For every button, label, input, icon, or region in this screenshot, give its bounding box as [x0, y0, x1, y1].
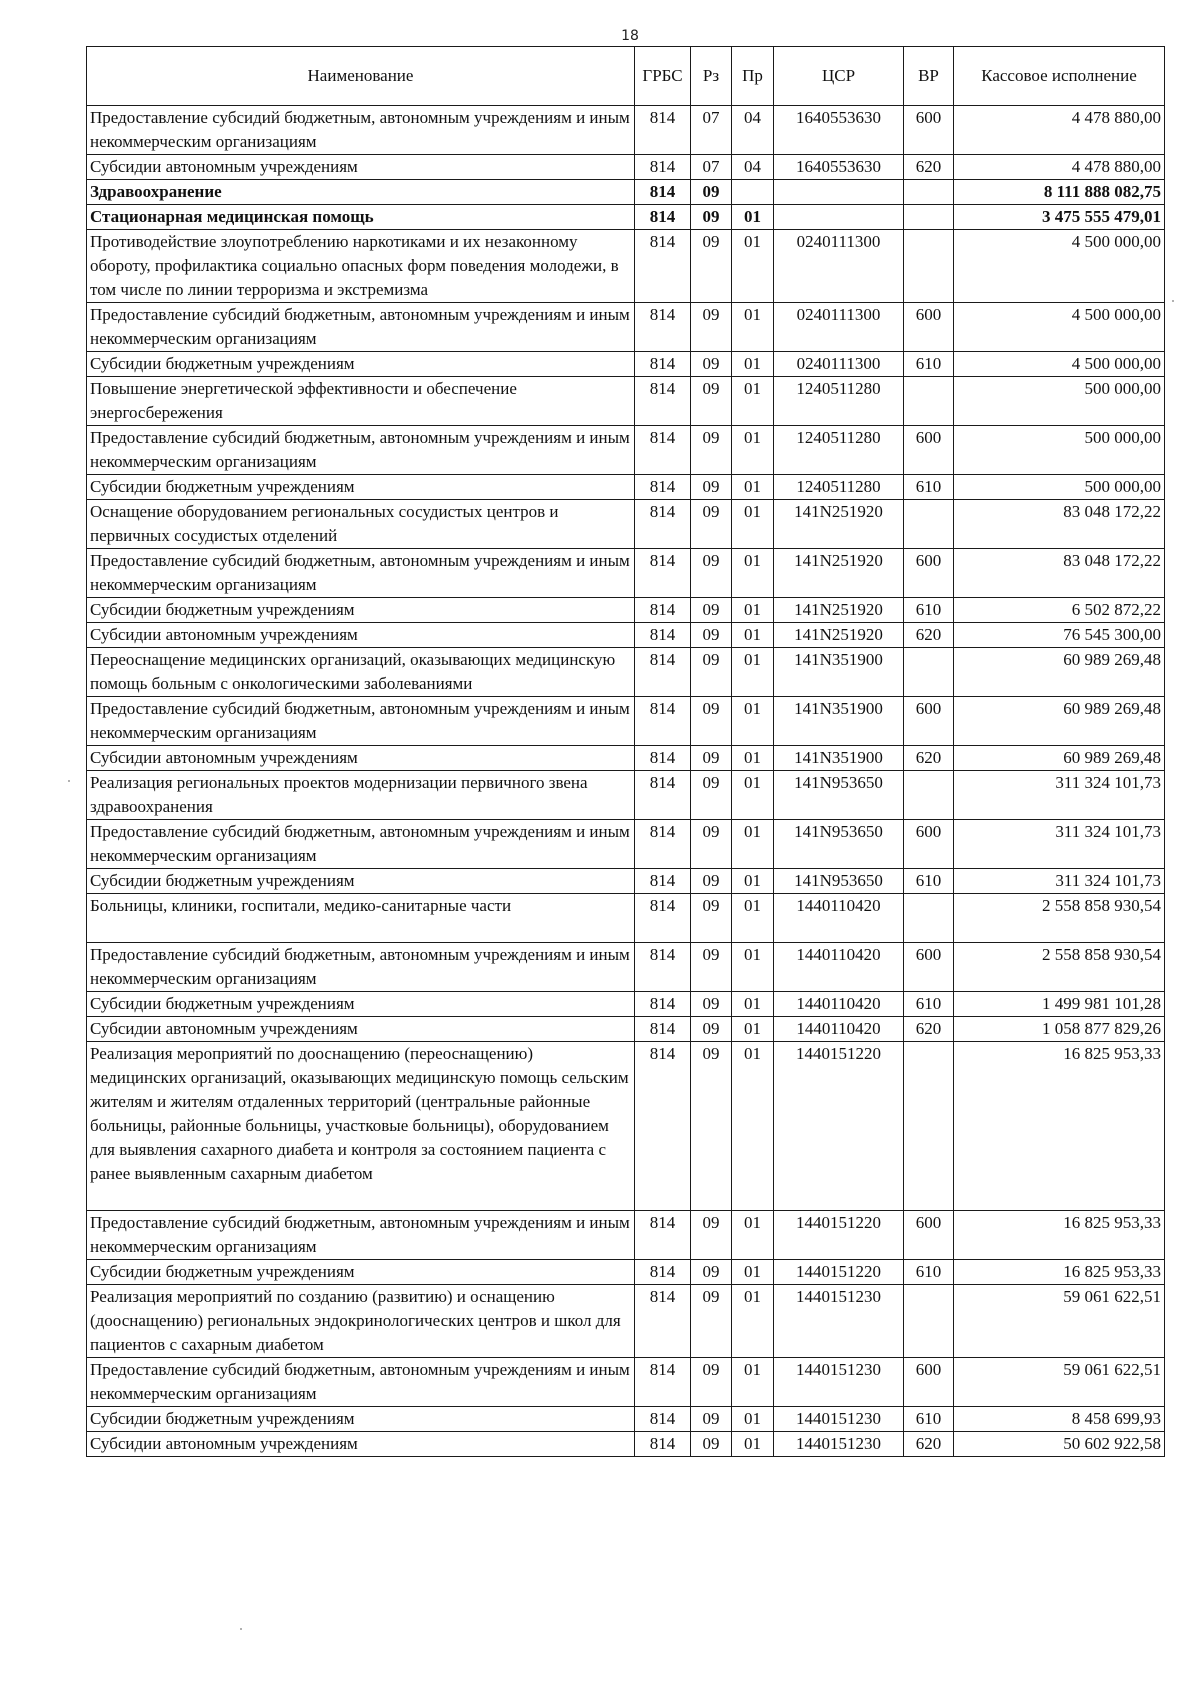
cell-grbs: 814: [635, 1407, 691, 1432]
cell-amount: 2 558 858 930,54: [954, 943, 1165, 992]
cell-grbs: 814: [635, 1260, 691, 1285]
cell-csr: 1440110420: [774, 992, 904, 1017]
cell-csr: 1440110420: [774, 894, 904, 943]
cell-amount: 83 048 172,22: [954, 549, 1165, 598]
cell-amount: 500 000,00: [954, 426, 1165, 475]
cell-csr: 141N953650: [774, 869, 904, 894]
scan-speck: [240, 1628, 242, 1630]
cell-grbs: 814: [635, 180, 691, 205]
cell-name: Реализация мероприятий по дооснащению (переоснащению) медицинских организаций, оказывающих медицинскую помощь сельским жителям и жителям отдаленных территорий (центральные районные больницы, районные больницы, участковые больницы), оборудованием для выявления сахарного диабета и контроля за состоянием пациента с ранее выявленным сахарным диабетом: [87, 1042, 635, 1211]
header-name: Наименование: [87, 47, 635, 106]
cell-rz: 09: [691, 180, 732, 205]
cell-vr: 600: [904, 106, 954, 155]
cell-pr: [732, 180, 774, 205]
cell-csr: 1440151230: [774, 1407, 904, 1432]
cell-grbs: 814: [635, 549, 691, 598]
table-body: [87, 106, 1165, 1457]
table-row: [87, 155, 1165, 180]
cell-amount: 60 989 269,48: [954, 648, 1165, 697]
table-row: [87, 943, 1165, 992]
cell-grbs: 814: [635, 894, 691, 943]
cell-vr: 620: [904, 1017, 954, 1042]
table-row: [87, 598, 1165, 623]
cell-grbs: 814: [635, 230, 691, 303]
table-row: [87, 475, 1165, 500]
cell-pr: 01: [732, 746, 774, 771]
cell-csr: 141N251920: [774, 549, 904, 598]
cell-pr: 01: [732, 1358, 774, 1407]
header-amount: Кассовое исполнение: [954, 47, 1165, 106]
cell-csr: 1440110420: [774, 1017, 904, 1042]
cell-rz: 09: [691, 1042, 732, 1211]
cell-csr: 0240111300: [774, 352, 904, 377]
cell-csr: 0240111300: [774, 230, 904, 303]
cell-amount: 4 478 880,00: [954, 106, 1165, 155]
cell-pr: 01: [732, 1285, 774, 1358]
cell-rz: 07: [691, 155, 732, 180]
cell-name: Предоставление субсидий бюджетным, автономным учреждениям и иным некоммерческим организациям: [87, 106, 635, 155]
table-row: [87, 500, 1165, 549]
cell-name: Субсидии автономным учреждениям: [87, 1017, 635, 1042]
cell-amount: 59 061 622,51: [954, 1285, 1165, 1358]
cell-pr: 01: [732, 1042, 774, 1211]
cell-csr: 1240511280: [774, 475, 904, 500]
cell-name: Противодействие злоупотреблению наркотиками и их незаконному обороту, профилактика социально опасных форм поведения молодежи, в том числе по линии терроризма и экстремизма: [87, 230, 635, 303]
table-row: [87, 180, 1165, 205]
cell-amount: 4 500 000,00: [954, 303, 1165, 352]
cell-name: Субсидии автономным учреждениям: [87, 155, 635, 180]
cell-rz: 09: [691, 1407, 732, 1432]
cell-grbs: 814: [635, 155, 691, 180]
cell-csr: 0240111300: [774, 303, 904, 352]
cell-amount: 60 989 269,48: [954, 746, 1165, 771]
cell-name: Предоставление субсидий бюджетным, автономным учреждениям и иным некоммерческим организациям: [87, 1358, 635, 1407]
cell-vr: [904, 894, 954, 943]
cell-amount: 4 500 000,00: [954, 230, 1165, 303]
cell-pr: 01: [732, 943, 774, 992]
table-row: [87, 426, 1165, 475]
cell-amount: 4 500 000,00: [954, 352, 1165, 377]
table-row: [87, 1407, 1165, 1432]
cell-grbs: 814: [635, 943, 691, 992]
cell-pr: 01: [732, 648, 774, 697]
cell-vr: [904, 648, 954, 697]
cell-amount: 83 048 172,22: [954, 500, 1165, 549]
cell-pr: 01: [732, 598, 774, 623]
cell-pr: 01: [732, 377, 774, 426]
cell-pr: 01: [732, 894, 774, 943]
cell-pr: 01: [732, 205, 774, 230]
table-row: [87, 303, 1165, 352]
cell-rz: 07: [691, 106, 732, 155]
cell-rz: 09: [691, 820, 732, 869]
cell-amount: 50 602 922,58: [954, 1432, 1165, 1457]
table-row: [87, 352, 1165, 377]
header-vr: ВР: [904, 47, 954, 106]
cell-csr: [774, 180, 904, 205]
cell-name: Предоставление субсидий бюджетным, автономным учреждениям и иным некоммерческим организациям: [87, 303, 635, 352]
cell-name: Реализация мероприятий по созданию (развитию) и оснащению (дооснащению) региональных эндокринологических центров и школ для пациентов с сахарным диабетом: [87, 1285, 635, 1358]
cell-csr: 141N251920: [774, 623, 904, 648]
cell-csr: 1440151230: [774, 1432, 904, 1457]
cell-name: Предоставление субсидий бюджетным, автономным учреждениям и иным некоммерческим организациям: [87, 549, 635, 598]
table-row: [87, 377, 1165, 426]
cell-csr: 141N953650: [774, 820, 904, 869]
cell-csr: 1240511280: [774, 377, 904, 426]
cell-pr: 01: [732, 697, 774, 746]
cell-csr: 1440110420: [774, 943, 904, 992]
cell-name: Субсидии бюджетным учреждениям: [87, 869, 635, 894]
cell-name: Субсидии бюджетным учреждениям: [87, 475, 635, 500]
table-row: [87, 1285, 1165, 1358]
cell-name: Стационарная медицинская помощь: [87, 205, 635, 230]
cell-csr: 141N351900: [774, 648, 904, 697]
cell-pr: 01: [732, 475, 774, 500]
cell-name: Предоставление субсидий бюджетным, автономным учреждениям и иным некоммерческим организациям: [87, 820, 635, 869]
cell-rz: 09: [691, 352, 732, 377]
cell-name: Предоставление субсидий бюджетным, автономным учреждениям и иным некоммерческим организациям: [87, 426, 635, 475]
cell-pr: 01: [732, 1260, 774, 1285]
cell-vr: [904, 377, 954, 426]
table-row: [87, 894, 1165, 943]
cell-name: Оснащение оборудованием региональных сосудистых центров и первичных сосудистых отделений: [87, 500, 635, 549]
header-pr: Пр: [732, 47, 774, 106]
cell-amount: 8 458 699,93: [954, 1407, 1165, 1432]
cell-amount: 16 825 953,33: [954, 1211, 1165, 1260]
cell-grbs: 814: [635, 820, 691, 869]
cell-pr: 01: [732, 623, 774, 648]
cell-vr: 600: [904, 1211, 954, 1260]
table-row: [87, 1358, 1165, 1407]
cell-pr: 01: [732, 1432, 774, 1457]
cell-vr: 610: [904, 1260, 954, 1285]
cell-csr: 1640553630: [774, 106, 904, 155]
cell-pr: 01: [732, 992, 774, 1017]
cell-rz: 09: [691, 648, 732, 697]
cell-amount: 2 558 858 930,54: [954, 894, 1165, 943]
cell-amount: 8 111 888 082,75: [954, 180, 1165, 205]
cell-grbs: 814: [635, 598, 691, 623]
cell-rz: 09: [691, 697, 732, 746]
cell-csr: 141N953650: [774, 771, 904, 820]
table-row: [87, 869, 1165, 894]
cell-vr: 620: [904, 1432, 954, 1457]
cell-name: Субсидии бюджетным учреждениям: [87, 1260, 635, 1285]
cell-vr: 600: [904, 1358, 954, 1407]
table-row: [87, 205, 1165, 230]
cell-grbs: 814: [635, 106, 691, 155]
cell-amount: 76 545 300,00: [954, 623, 1165, 648]
table-row: [87, 1017, 1165, 1042]
cell-pr: 01: [732, 820, 774, 869]
cell-name: Предоставление субсидий бюджетным, автономным учреждениям и иным некоммерческим организациям: [87, 1211, 635, 1260]
cell-amount: 311 324 101,73: [954, 820, 1165, 869]
cell-csr: 1440151220: [774, 1260, 904, 1285]
cell-vr: [904, 180, 954, 205]
cell-amount: 500 000,00: [954, 377, 1165, 426]
cell-rz: 09: [691, 500, 732, 549]
cell-pr: 04: [732, 106, 774, 155]
cell-vr: 600: [904, 549, 954, 598]
table-row: [87, 1260, 1165, 1285]
cell-rz: 09: [691, 894, 732, 943]
cell-vr: 600: [904, 697, 954, 746]
cell-vr: 610: [904, 598, 954, 623]
cell-vr: 610: [904, 1407, 954, 1432]
cell-name: Больницы, клиники, госпитали, медико-санитарные части: [87, 894, 635, 943]
cell-amount: 6 502 872,22: [954, 598, 1165, 623]
cell-name: Здравоохранение: [87, 180, 635, 205]
cell-vr: [904, 500, 954, 549]
cell-grbs: 814: [635, 1211, 691, 1260]
cell-rz: 09: [691, 303, 732, 352]
cell-grbs: 814: [635, 746, 691, 771]
table-row: [87, 820, 1165, 869]
cell-csr: 1440151230: [774, 1358, 904, 1407]
table-row: [87, 106, 1165, 155]
cell-grbs: 814: [635, 426, 691, 475]
cell-pr: 01: [732, 303, 774, 352]
cell-grbs: 814: [635, 992, 691, 1017]
table-row: [87, 746, 1165, 771]
cell-amount: 4 478 880,00: [954, 155, 1165, 180]
cell-rz: 09: [691, 598, 732, 623]
cell-rz: 09: [691, 992, 732, 1017]
cell-rz: 09: [691, 1017, 732, 1042]
cell-grbs: 814: [635, 1017, 691, 1042]
cell-amount: 16 825 953,33: [954, 1260, 1165, 1285]
cell-name: Субсидии бюджетным учреждениям: [87, 598, 635, 623]
cell-grbs: 814: [635, 623, 691, 648]
cell-rz: 09: [691, 230, 732, 303]
cell-grbs: 814: [635, 1285, 691, 1358]
cell-grbs: 814: [635, 697, 691, 746]
table-row: [87, 623, 1165, 648]
cell-grbs: 814: [635, 377, 691, 426]
cell-name: Предоставление субсидий бюджетным, автономным учреждениям и иным некоммерческим организациям: [87, 697, 635, 746]
cell-csr: 1440151220: [774, 1211, 904, 1260]
cell-pr: 01: [732, 1407, 774, 1432]
cell-name: Субсидии бюджетным учреждениям: [87, 1407, 635, 1432]
table-row: [87, 1432, 1165, 1457]
cell-amount: 311 324 101,73: [954, 869, 1165, 894]
cell-csr: 141N251920: [774, 500, 904, 549]
cell-rz: 09: [691, 943, 732, 992]
cell-csr: 1240511280: [774, 426, 904, 475]
cell-pr: 01: [732, 869, 774, 894]
cell-grbs: 814: [635, 869, 691, 894]
table-row: [87, 1042, 1165, 1211]
cell-rz: 09: [691, 205, 732, 230]
cell-grbs: 814: [635, 205, 691, 230]
cell-csr: 141N351900: [774, 746, 904, 771]
cell-csr: 1440151220: [774, 1042, 904, 1211]
cell-pr: 01: [732, 426, 774, 475]
cell-rz: 09: [691, 746, 732, 771]
cell-amount: 59 061 622,51: [954, 1358, 1165, 1407]
cell-rz: 09: [691, 1358, 732, 1407]
cell-vr: 600: [904, 426, 954, 475]
cell-vr: 620: [904, 623, 954, 648]
cell-name: Субсидии бюджетным учреждениям: [87, 992, 635, 1017]
cell-rz: 09: [691, 1260, 732, 1285]
cell-grbs: 814: [635, 303, 691, 352]
cell-amount: 1 058 877 829,26: [954, 1017, 1165, 1042]
cell-csr: 141N251920: [774, 598, 904, 623]
header-csr: ЦСР: [774, 47, 904, 106]
cell-name: Субсидии автономным учреждениям: [87, 1432, 635, 1457]
cell-rz: 09: [691, 869, 732, 894]
cell-name: Субсидии автономным учреждениям: [87, 623, 635, 648]
cell-amount: 60 989 269,48: [954, 697, 1165, 746]
cell-grbs: 814: [635, 475, 691, 500]
cell-name: Субсидии автономным учреждениям: [87, 746, 635, 771]
cell-name: Повышение энергетической эффективности и обеспечение энергосбережения: [87, 377, 635, 426]
cell-vr: 610: [904, 475, 954, 500]
cell-grbs: 814: [635, 352, 691, 377]
header-rz: Рз: [691, 47, 732, 106]
cell-vr: [904, 230, 954, 303]
scan-speck: [1172, 300, 1174, 302]
cell-pr: 01: [732, 230, 774, 303]
cell-rz: 09: [691, 1211, 732, 1260]
table-row: [87, 230, 1165, 303]
cell-name: Реализация региональных проектов модернизации первичного звена здравоохранения: [87, 771, 635, 820]
cell-vr: 600: [904, 303, 954, 352]
cell-amount: 311 324 101,73: [954, 771, 1165, 820]
cell-pr: 01: [732, 352, 774, 377]
cell-vr: [904, 771, 954, 820]
cell-csr: 141N351900: [774, 697, 904, 746]
cell-pr: 01: [732, 771, 774, 820]
cell-grbs: 814: [635, 1042, 691, 1211]
cell-pr: 01: [732, 1211, 774, 1260]
cell-vr: 610: [904, 352, 954, 377]
cell-rz: 09: [691, 771, 732, 820]
cell-vr: [904, 205, 954, 230]
cell-rz: 09: [691, 549, 732, 598]
cell-grbs: 814: [635, 771, 691, 820]
cell-grbs: 814: [635, 500, 691, 549]
page-number: 18: [621, 28, 639, 44]
cell-vr: 610: [904, 869, 954, 894]
cell-grbs: 814: [635, 648, 691, 697]
cell-name: Переоснащение медицинских организаций, оказывающих медицинскую помощь больным с онкологическими заболеваниями: [87, 648, 635, 697]
cell-rz: 09: [691, 377, 732, 426]
cell-csr: 1440151230: [774, 1285, 904, 1358]
cell-csr: 1640553630: [774, 155, 904, 180]
cell-pr: 01: [732, 1017, 774, 1042]
cell-name: Предоставление субсидий бюджетным, автономным учреждениям и иным некоммерческим организациям: [87, 943, 635, 992]
cell-amount: 3 475 555 479,01: [954, 205, 1165, 230]
budget-execution-table: [86, 46, 1165, 1457]
cell-amount: 500 000,00: [954, 475, 1165, 500]
cell-pr: 04: [732, 155, 774, 180]
table-row: [87, 549, 1165, 598]
cell-rz: 09: [691, 475, 732, 500]
scan-speck: [68, 780, 70, 782]
cell-vr: 610: [904, 992, 954, 1017]
table-row: [87, 697, 1165, 746]
cell-vr: 600: [904, 820, 954, 869]
header-grbs: ГРБС: [635, 47, 691, 106]
table-row: [87, 1211, 1165, 1260]
cell-grbs: 814: [635, 1358, 691, 1407]
table-header-row: [87, 47, 1165, 106]
cell-name: Субсидии бюджетным учреждениям: [87, 352, 635, 377]
cell-vr: 620: [904, 155, 954, 180]
cell-rz: 09: [691, 1432, 732, 1457]
cell-csr: [774, 205, 904, 230]
cell-vr: [904, 1042, 954, 1211]
cell-amount: 16 825 953,33: [954, 1042, 1165, 1211]
cell-amount: 1 499 981 101,28: [954, 992, 1165, 1017]
cell-grbs: 814: [635, 1432, 691, 1457]
table-row: [87, 771, 1165, 820]
cell-rz: 09: [691, 623, 732, 648]
cell-rz: 09: [691, 1285, 732, 1358]
table-row: [87, 992, 1165, 1017]
cell-vr: [904, 1285, 954, 1358]
cell-pr: 01: [732, 500, 774, 549]
table-row: [87, 648, 1165, 697]
cell-vr: 620: [904, 746, 954, 771]
cell-vr: 600: [904, 943, 954, 992]
cell-rz: 09: [691, 426, 732, 475]
cell-pr: 01: [732, 549, 774, 598]
